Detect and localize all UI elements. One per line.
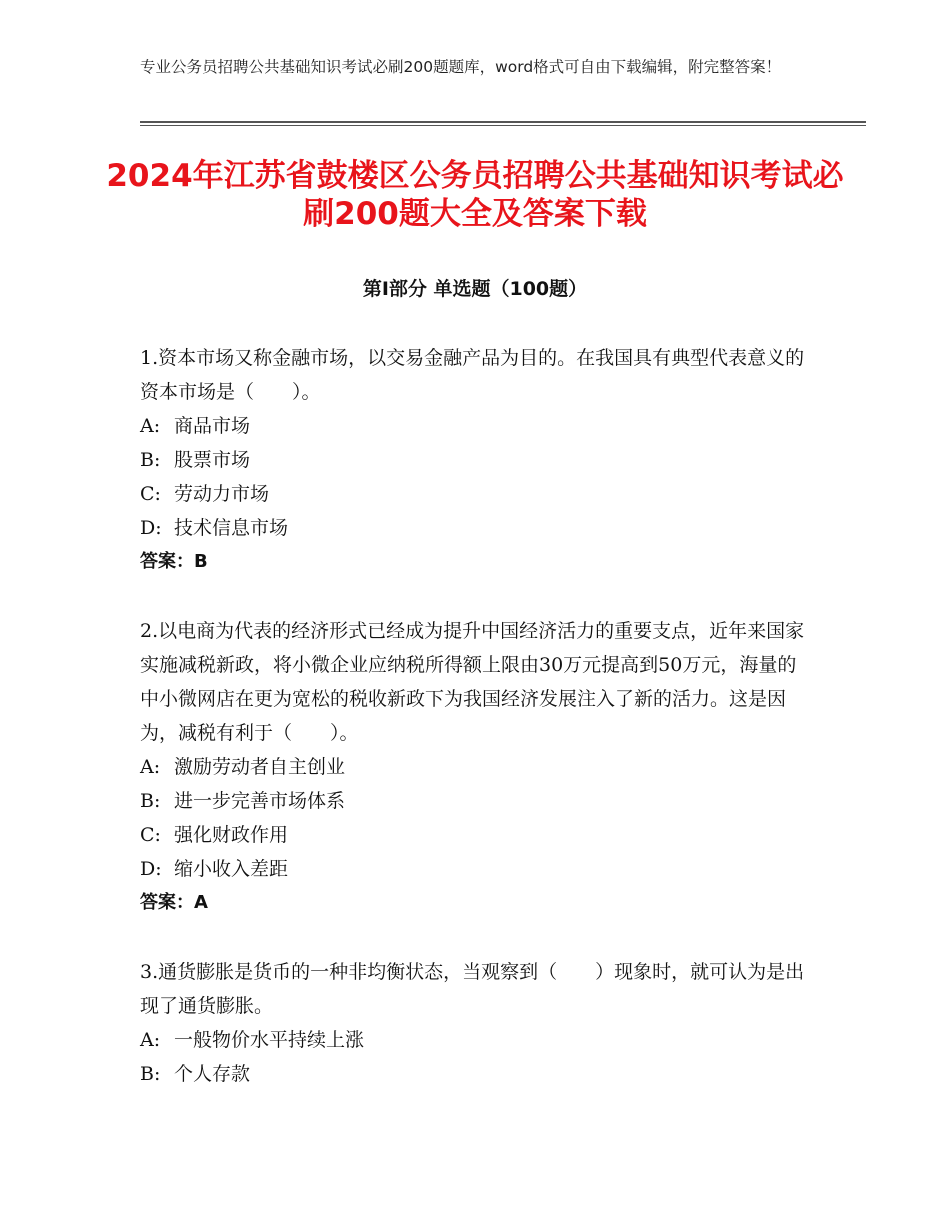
option-c — [140, 818, 810, 852]
question-stem: 2.以电商为代表的经济形式已经成为提升中国经济活力的重要支点，近年来国家实施减税新政，将小微企业应纳税所得额上限由30万元提高到50万元，海量的中小微网店在更为宽松的税收新政下为我国经济发展注入了新的活力。这是因为，减税有利于（ ）。 — [140, 620, 805, 744]
option-letter: B: — [140, 790, 161, 812]
question-3 — [140, 955, 810, 1091]
option-b — [140, 784, 810, 818]
option-b — [140, 443, 810, 477]
option-letter: A: — [140, 756, 161, 778]
option-text: 缩小收入差距 — [174, 858, 289, 880]
question-2 — [140, 614, 810, 920]
section-heading: 第Ⅰ部分 单选题（100题） — [362, 278, 588, 300]
question-1 — [140, 341, 810, 579]
option-letter: D: — [140, 517, 162, 539]
option-text: 劳动力市场 — [174, 483, 270, 505]
header-note: 专业公务员招聘公共基础知识考试必刷200题题库，word格式可自由下载编辑，附完整答案！ — [140, 58, 782, 76]
option-letter: A: — [140, 415, 161, 437]
option-letter: C: — [140, 483, 161, 505]
option-text: 强化财政作用 — [174, 824, 289, 846]
question-stem: 3.通货膨胀是货币的一种非均衡状态，当观察到（ ）现象时，就可认为是出现了通货膨胀。 — [140, 961, 805, 1017]
option-text: 技术信息市场 — [174, 517, 289, 539]
question-stem: 1.资本市场又称金融市场，以交易金融产品为目的。在我国具有典型代表意义的资本市场是（ ）。 — [140, 347, 805, 403]
option-letter: B: — [140, 449, 161, 471]
option-a — [140, 750, 810, 784]
option-letter: A: — [140, 1029, 161, 1051]
option-text: 一般物价水平持续上涨 — [174, 1029, 365, 1051]
option-text: 激励劳动者自主创业 — [174, 756, 346, 778]
option-a — [140, 409, 810, 443]
document-title: 2024年江苏省鼓楼区公务员招聘公共基础知识考试必刷200题大全及答案下载 — [106, 158, 844, 232]
option-text: 商品市场 — [174, 415, 251, 437]
answer-label: 答案：B — [140, 551, 208, 572]
option-letter: C: — [140, 824, 161, 846]
option-letter: D: — [140, 858, 162, 880]
option-b — [140, 1057, 810, 1091]
option-letter: B: — [140, 1063, 161, 1085]
header-divider-thin — [140, 125, 866, 126]
option-text: 个人存款 — [174, 1063, 251, 1085]
option-d — [140, 511, 810, 545]
answer-label: 答案：A — [140, 892, 208, 913]
header-divider-thick — [140, 121, 866, 123]
option-c — [140, 477, 810, 511]
option-d — [140, 852, 810, 886]
option-a — [140, 1023, 810, 1057]
option-text: 进一步完善市场体系 — [174, 790, 346, 812]
option-text: 股票市场 — [174, 449, 251, 471]
